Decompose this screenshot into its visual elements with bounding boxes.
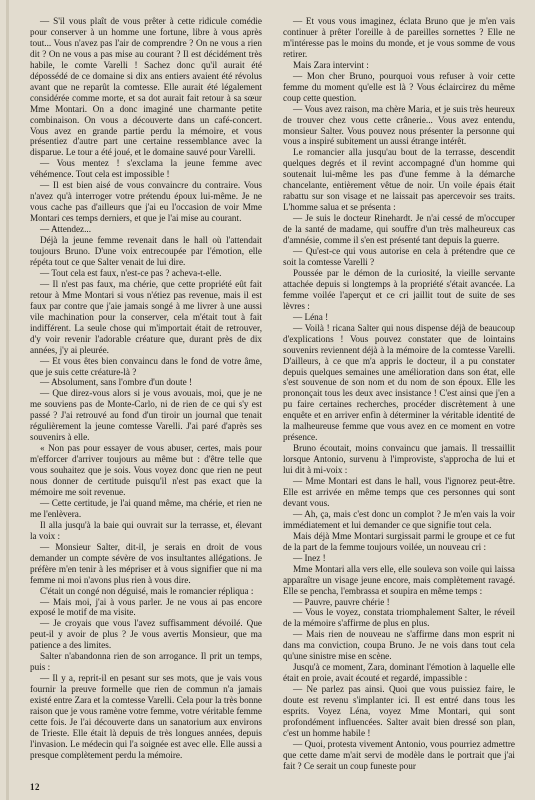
paragraph: Déjà la jeune femme revenait dans le hall où l'attendait toujours Bruno. D'une voix entrecoupée par l'émotion, elle répéta tout ce que Salter venait de lui dire. [30, 235, 262, 267]
paragraph: — Monsieur Salter, dit-il, je serais en droit de vous demander un compte sévère de vos insultantes allégations. Je préfère m'en tenir à les mépriser et à vous signifier que ni ma femme ni moi n'avons plus rien à vous dire. [30, 541, 262, 585]
paragraph: — Inez ! [293, 552, 326, 563]
paragraph: — Tout cela est faux, n'est-ce pas ? acheva-t-elle. [40, 267, 222, 278]
paragraph: — Il y a, reprit-il en pesant sur ses mots, que je vais vous fournir la preuve formelle que rien de commun n'a jamais existé entre Zara et la comtesse Varelli. Cela pour la très bonne raison que je vous ramène votre femme, votre véritable femme cette fois. Je l'ai découverte dans un sanatorium aux environs de Trieste. Elle était là depuis de très longues années, depuis l'invasion. Le médecin qui l'a soignée est avec elle. Elle aussi a presque complètement perdu la mémoire. [30, 673, 262, 760]
paragraph: Jusqu'à ce moment, Zara, dominant l'émotion à laquelle elle était en proie, avait écouté et regardé, impassible : [283, 662, 515, 684]
paragraph: — Que direz-vous alors si je vous avouais, moi, que je ne me souviens pas de Monte-Carlo, ni de rien de ce qui s'y est passé ? J'ai retrouvé au fond d'un tiroir un journal que tenait régulièrement la jeune comtesse Varelli. J'ai paré d'après ses souvenirs à elle. [30, 388, 262, 443]
paragraph: — Mon cher Bruno, pourquoi vous refuser à voir cette femme du moment qu'elle est là ? Vous éclaircirez du même coup cette question. [283, 70, 515, 103]
page-number: 12 [30, 782, 40, 792]
paragraph: — Je croyais que vous l'avez suffisamment dévoilé. Que peut-il y avoir de plus ? Je vous avertis Monsieur, que ma patience a des limites. [30, 618, 262, 651]
paragraph: — Quoi, protesta vivement Antonio, vous pourriez admettre que cette dame m'ait servi de modèle dans le portrait que j'ai fait ? Ce serait un coup funeste pour [283, 738, 515, 771]
paragraph: — Il n'est pas faux, ma chérie, que cette propriété eût fait retour à Mme Montari si vous n'étiez pas revenue, mais il est faux par contre que j'aie jamais songé à me livrer à une aussi vile machination pour la conserver, cela m'était tout à fait indifférent. La seule chose qui m'importait était de retrouver, d'y voir revenir l'adorable créature que, durant près de dix années, j'y ai pleurée. [30, 278, 262, 355]
paragraph: — S'il vous plaît de vous prêter à cette ridicule comédie pour conserver à un homme une fortune, libre à vous après tout... Vous n'avez pas l'air de comprendre ? On ne vous a rien dit ? On ne vous a pas mise au courant ? Il est décidément très habile, le comte Varelli ! Sachez donc qu'il aurait été dépossédé de ce domaine si dix ans entiers avaient été révolus avant que ne reparût la comtesse. Elle aurait été légalement considérée comme morte, et sa dot aurait fait retour à sa sœur Mme Montari. On a donc imaginé une charmante petite combinaison. On vous a découverte dans un café-concert. Vous avez en grande partie perdu la mémoire, et vous présentiez d'autre part une certaine ressemblance avec la disparue. Le tour a été joué, et le domaine sauvé pour Varelli. [30, 16, 262, 158]
paragraph: — Mais rien de nouveau ne s'affirme dans mon esprit ni dans ma conviction, coupa Bruno. Je ne vois dans tout cela qu'une sinistre mise en scène. [283, 629, 515, 662]
paragraph: — Attendez... [40, 224, 92, 235]
text-columns [30, 16, 515, 778]
paragraph: Il alla jusqu'à la baie qui ouvrait sur la terrasse, et, élevant la voix : [30, 519, 262, 541]
paragraph: Le romancier alla jusqu'au bout de la terrasse, descendit quelques degrés et il revint accompagné d'un homme qui soutenait lui-même les pas d'une femme à la démarche chancelante, entièrement vêtue de noir. Un voile épais était rabattu sur son visage et ne laissait pas apercevoir ses traits. L'homme salua et se présenta : [283, 147, 515, 213]
left-column [30, 16, 262, 778]
paragraph: — Je suis le docteur Rinehardt. Je n'ai cessé de m'occuper de la santé de madame, qui souffre d'un très malheureux cas d'amnésie, comme il s'en est présenté tant depuis la guerre. [283, 213, 515, 246]
paragraph: — Ne parlez pas ainsi. Quoi que vous puissiez faire, le doute est revenu s'implanter ici. Il est entré dans tous les esprits. Voyez Léna, voyez Mme Montari, qui sont profondément influencées. Salter avait bien dressé son plan, c'est un homme habile ! [283, 684, 515, 738]
page-spine-shadow [6, 0, 9, 800]
paragraph: — Pauvre, pauvre chérie ! [293, 596, 390, 607]
paragraph: — Léna ! [293, 311, 329, 322]
paragraph: Mme Montari alla vers elle, elle souleva son voile qui laissa apparaître un visage jeune encore, mais complètement ravagé. Elle se pencha, l'embrassa et soupira en même temps : [283, 563, 515, 596]
paragraph: — Vous avez raison, ma chère Maria, et je suis très heureux de trouver chez vous cette crânerie... Vous avez entendu, monsieur Salter. Vous pouvez nous présenter la personne qui vous a inspiré subitement un aussi étrange intérêt. [283, 103, 515, 147]
paragraph: — Il est bien aisé de vous convaincre du contraire. Vous n'avez qu'à interroger votre prétendu époux lui-même. Je ne vous cache pas d'ailleurs que j'ai eu l'occasion de voir Mme Montari ces temps derniers, et que je l'ai mise au courant. [30, 180, 262, 224]
right-column [283, 16, 515, 778]
paragraph: Poussée par le démon de la curiosité, la vieille servante attachée depuis si longtemps à la propriété s'était avancée. La femme voilée l'aperçut et ce cri jaillit tout de suite de ses lèvres : [283, 267, 515, 311]
paragraph: — Vous mentez ! s'exclama la jeune femme avec véhémence. Tout cela est impossible ! [30, 158, 262, 180]
paragraph: — Voilà ! ricana Salter qui nous dispense déjà de beaucoup d'explications ! Vous pouvez constater que de lointains souvenirs reviennent déjà à la mémoire de la comtesse Varelli. D'ailleurs, à ce que m'a appris le docteur, il a pu constater depuis quelques semaines une amélioration dans son état, elle s'est souvenue de son nom et du nom de son époux. Elle les prononçait tous les deux avec insistance ! C'est ainsi que j'en a pu faire certaines recherches, procéder discrètement à une enquête et en arriver enfin à déterminer la véritable identité de la malheureuse femme que vous avez en ce moment en votre présence. [283, 322, 515, 443]
paragraph: C'était un congé non déguisé, mais le romancier répliqua : [40, 585, 254, 596]
paragraph: — Absolument, sans l'ombre d'un doute ! [40, 377, 193, 388]
paragraph: — Vous le voyez, constata triomphalement Salter, le réveil de la mémoire s'affirme de plus en plus. [283, 607, 515, 629]
paragraph: Salter n'abandonna rien de son arrogance. Il prit un temps, puis : [30, 651, 262, 673]
paragraph: Mais déjà Mme Montari surgissait parmi le groupe et ce fut de la part de la femme toujours voilée, un nouveau cri : [283, 530, 515, 552]
paragraph: — Mme Montari est dans le hall, vous l'ignorez peut-être. Elle est arrivée en même temps que ces personnes qui sont devant vous. [283, 476, 515, 508]
paragraph: — Ah, ça, mais c'est donc un complot ? Je m'en vais la voir immédiatement et lui demander ce que signifie tout cela. [283, 508, 515, 530]
paragraph: Mais Zara intervint : [293, 59, 369, 70]
paragraph: — Mais moi, j'ai à vous parler. Je ne vous ai pas encore exposé le motif de ma visite. [30, 596, 262, 618]
paragraph: — Et vous vous imaginez, éclata Bruno que je m'en vais continuer à prêter l'oreille à de pareilles sornettes ? Elle ne m'intéresse pas le moins du monde, et je vous somme de vous retirer. [283, 16, 515, 59]
paragraph: « Non pas pour essayer de vous abuser, certes, mais pour m'efforcer d'arriver toujours au même but : d'être telle que vous souhaitez que je sois. Vous voyez donc que rien ne peut nous donner de certitude puisqu'il n'est pas exact que la mémoire me soit revenue. [30, 443, 262, 497]
paragraph: Bruno écoutait, moins convaincu que jamais. Il tressaillit lorsque Antonio, survenu à l'improviste, s'approcha de lui et lui dit à mi-voix : [283, 443, 515, 476]
paragraph: — Et vous êtes bien convaincu dans le fond de votre âme, que je suis cette créature-là ? [30, 355, 262, 377]
paragraph: — Cette certitude, je l'ai quand même, ma chérie, et rien ne me l'enlèvera. [30, 497, 262, 519]
paragraph: — Qu'est-ce qui vous autorise en cela à prétendre que ce soit la comtesse Varelli ? [283, 246, 515, 267]
